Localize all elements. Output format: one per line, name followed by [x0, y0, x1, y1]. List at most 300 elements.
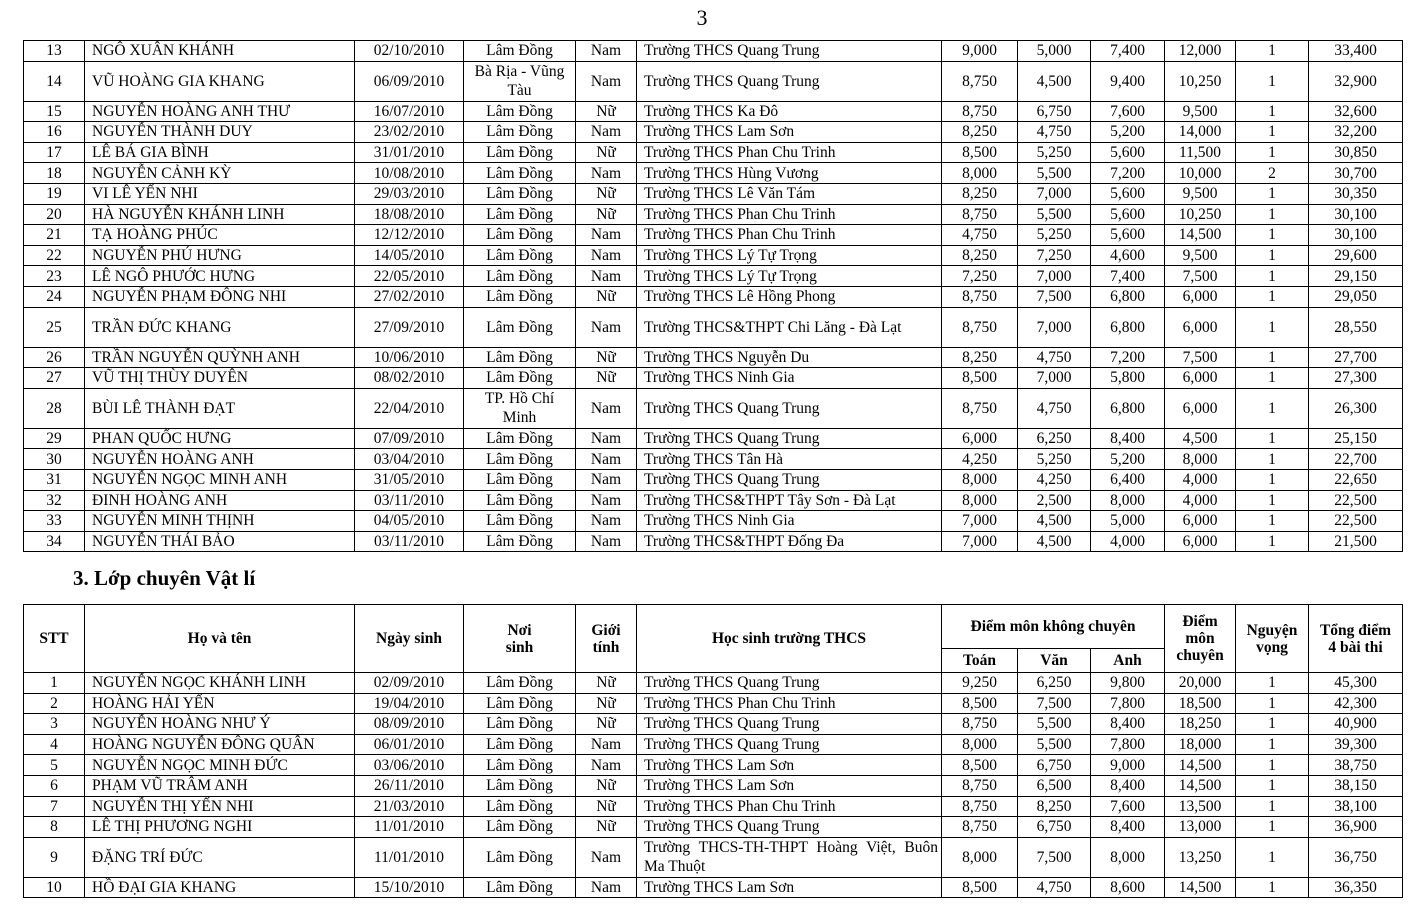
cell-van: 4,500: [1018, 61, 1091, 101]
cell-gender: Nam: [576, 388, 637, 428]
cell-birthplace: Lâm Đồng: [464, 469, 576, 490]
cell-name: NGUYỄN PHẠM ĐÔNG NHI: [85, 286, 355, 307]
cell-van: 6,500: [1018, 775, 1091, 796]
cell-dob: 27/09/2010: [355, 307, 464, 347]
cell-stt: 3: [24, 714, 85, 735]
cell-anh: 4,000: [1091, 531, 1165, 552]
cell-dob: 29/03/2010: [355, 183, 464, 204]
cell-birthplace: Lâm Đồng: [464, 775, 576, 796]
header-total: Tổng điểm 4 bài thi: [1309, 605, 1403, 673]
cell-van: 8,250: [1018, 796, 1091, 817]
cell-van: 6,750: [1018, 817, 1091, 838]
cell-toan: 8,750: [942, 714, 1018, 735]
cell-toan: 8,750: [942, 796, 1018, 817]
cell-gender: Nữ: [576, 714, 637, 735]
cell-school: Trường THCS Tân Hà: [637, 449, 942, 470]
cell-stt: 22: [24, 245, 85, 266]
cell-total: 22,700: [1309, 449, 1403, 470]
cell-dob: 21/03/2010: [355, 796, 464, 817]
cell-total: 38,100: [1309, 796, 1403, 817]
cell-school: Trường THCS Lam Sơn: [637, 755, 942, 776]
cell-specialized: 9,500: [1165, 245, 1236, 266]
cell-stt: 2: [24, 693, 85, 714]
cell-preference: 1: [1236, 796, 1309, 817]
cell-gender: Nữ: [576, 142, 637, 163]
cell-birthplace: Lâm Đồng: [464, 428, 576, 449]
cell-gender: Nữ: [576, 693, 637, 714]
cell-school: Trường THCS Quang Trung: [637, 469, 942, 490]
cell-total: 29,600: [1309, 245, 1403, 266]
header-anh: Anh: [1091, 649, 1165, 673]
cell-anh: 5,600: [1091, 142, 1165, 163]
cell-anh: 5,000: [1091, 511, 1165, 532]
cell-preference: 1: [1236, 693, 1309, 714]
cell-van: 4,250: [1018, 469, 1091, 490]
cell-toan: 6,000: [942, 428, 1018, 449]
cell-stt: 30: [24, 449, 85, 470]
cell-preference: 1: [1236, 490, 1309, 511]
cell-name: NGUYỄN THỊ YẾN NHI: [85, 796, 355, 817]
cell-school: Trường THCS Ka Đô: [637, 101, 942, 122]
table-row: [24, 775, 1403, 796]
table-row: [24, 101, 1403, 122]
cell-name: VŨ THỊ THÙY DUYÊN: [85, 368, 355, 389]
cell-birthplace: Lâm Đồng: [464, 204, 576, 225]
cell-stt: 4: [24, 734, 85, 755]
cell-preference: 2: [1236, 163, 1309, 184]
cell-total: 38,150: [1309, 775, 1403, 796]
cell-specialized: 14,000: [1165, 122, 1236, 143]
cell-specialized: 4,000: [1165, 490, 1236, 511]
cell-van: 5,500: [1018, 163, 1091, 184]
cell-specialized: 14,500: [1165, 775, 1236, 796]
cell-total: 32,200: [1309, 122, 1403, 143]
cell-preference: 1: [1236, 41, 1309, 62]
cell-total: 30,350: [1309, 183, 1403, 204]
cell-name: NGUYỄN THÁI BẢO: [85, 531, 355, 552]
cell-gender: Nữ: [576, 286, 637, 307]
cell-specialized: 20,000: [1165, 673, 1236, 694]
cell-total: 29,050: [1309, 286, 1403, 307]
cell-school: Trường THCS Quang Trung: [637, 428, 942, 449]
table-row: [24, 449, 1403, 470]
table-row: [24, 225, 1403, 246]
cell-dob: 22/05/2010: [355, 266, 464, 287]
cell-gender: Nam: [576, 225, 637, 246]
cell-gender: Nam: [576, 41, 637, 62]
cell-dob: 08/09/2010: [355, 714, 464, 735]
cell-birthplace: Lâm Đồng: [464, 714, 576, 735]
table-row: [24, 245, 1403, 266]
cell-stt: 1: [24, 673, 85, 694]
results-table-continued: [23, 40, 1403, 552]
cell-name: NGUYỄN HOÀNG ANH THƯ: [85, 101, 355, 122]
cell-school: Trường THCS Quang Trung: [637, 61, 942, 101]
cell-van: 7,250: [1018, 245, 1091, 266]
table-row: [24, 307, 1403, 347]
cell-van: 4,750: [1018, 347, 1091, 368]
cell-anh: 7,600: [1091, 796, 1165, 817]
cell-van: 4,500: [1018, 511, 1091, 532]
cell-birthplace: Lâm Đồng: [464, 245, 576, 266]
cell-gender: Nam: [576, 877, 637, 898]
cell-gender: Nam: [576, 61, 637, 101]
cell-van: 4,750: [1018, 122, 1091, 143]
cell-anh: 6,800: [1091, 286, 1165, 307]
table-row: [24, 347, 1403, 368]
cell-name: TRẦN NGUYỄN QUỲNH ANH: [85, 347, 355, 368]
cell-total: 22,500: [1309, 511, 1403, 532]
cell-stt: 23: [24, 266, 85, 287]
cell-name: NGUYỄN PHÚ HƯNG: [85, 245, 355, 266]
cell-stt: 34: [24, 531, 85, 552]
cell-birthplace: Lâm Đồng: [464, 347, 576, 368]
cell-school: Trường THCS Ninh Gia: [637, 511, 942, 532]
cell-gender: Nam: [576, 837, 637, 877]
cell-birthplace: Lâm Đồng: [464, 877, 576, 898]
cell-total: 21,500: [1309, 531, 1403, 552]
cell-van: 5,500: [1018, 734, 1091, 755]
cell-anh: 6,400: [1091, 469, 1165, 490]
cell-name: NGUYỄN CẢNH KỲ: [85, 163, 355, 184]
cell-specialized: 14,500: [1165, 877, 1236, 898]
cell-toan: 8,750: [942, 286, 1018, 307]
cell-birthplace: Lâm Đồng: [464, 511, 576, 532]
cell-school: Trường THCS Lê Hồng Phong: [637, 286, 942, 307]
cell-toan: 8,250: [942, 347, 1018, 368]
cell-birthplace: Lâm Đồng: [464, 41, 576, 62]
cell-preference: 1: [1236, 755, 1309, 776]
cell-preference: 1: [1236, 877, 1309, 898]
table-row: [24, 61, 1403, 101]
cell-name: VI LÊ YẾN NHI: [85, 183, 355, 204]
cell-van: 4,500: [1018, 531, 1091, 552]
cell-specialized: 6,000: [1165, 286, 1236, 307]
cell-specialized: 4,500: [1165, 428, 1236, 449]
cell-toan: 8,750: [942, 204, 1018, 225]
cell-anh: 5,800: [1091, 368, 1165, 389]
cell-preference: 1: [1236, 469, 1309, 490]
cell-birthplace: Lâm Đồng: [464, 122, 576, 143]
cell-anh: 7,800: [1091, 734, 1165, 755]
cell-gender: Nữ: [576, 368, 637, 389]
cell-total: 33,400: [1309, 41, 1403, 62]
cell-school: Trường THCS Phan Chu Trinh: [637, 693, 942, 714]
cell-total: 22,500: [1309, 490, 1403, 511]
cell-dob: 07/09/2010: [355, 428, 464, 449]
cell-birthplace: Lâm Đồng: [464, 796, 576, 817]
cell-toan: 8,000: [942, 734, 1018, 755]
cell-van: 5,000: [1018, 41, 1091, 62]
cell-gender: Nữ: [576, 204, 637, 225]
table-row: [24, 388, 1403, 428]
cell-preference: 1: [1236, 225, 1309, 246]
cell-school: Trường THCS&THPT Đống Đa: [637, 531, 942, 552]
cell-preference: 1: [1236, 449, 1309, 470]
cell-school: Trường THCS Phan Chu Trinh: [637, 142, 942, 163]
cell-name: ĐINH HOÀNG ANH: [85, 490, 355, 511]
cell-birthplace: Lâm Đồng: [464, 817, 576, 838]
cell-van: 7,000: [1018, 183, 1091, 204]
cell-birthplace: Lâm Đồng: [464, 755, 576, 776]
cell-preference: 1: [1236, 122, 1309, 143]
cell-gender: Nam: [576, 734, 637, 755]
cell-stt: 14: [24, 61, 85, 101]
cell-gender: Nữ: [576, 101, 637, 122]
cell-preference: 1: [1236, 347, 1309, 368]
header-non-specialized: Điểm môn không chuyên: [942, 605, 1165, 649]
cell-anh: 8,600: [1091, 877, 1165, 898]
cell-total: 28,550: [1309, 307, 1403, 347]
cell-toan: 8,000: [942, 490, 1018, 511]
cell-gender: Nam: [576, 490, 637, 511]
cell-birthplace: Lâm Đồng: [464, 142, 576, 163]
cell-gender: Nữ: [576, 183, 637, 204]
header-dob: Ngày sinh: [355, 605, 464, 673]
cell-preference: 1: [1236, 101, 1309, 122]
cell-preference: 1: [1236, 307, 1309, 347]
cell-name: LÊ BÁ GIA BÌNH: [85, 142, 355, 163]
cell-stt: 29: [24, 428, 85, 449]
cell-school: Trường THCS&THPT Tây Sơn - Đà Lạt: [637, 490, 942, 511]
cell-total: 38,750: [1309, 755, 1403, 776]
cell-total: 30,100: [1309, 204, 1403, 225]
cell-school: Trường THCS Quang Trung: [637, 714, 942, 735]
cell-toan: 8,500: [942, 142, 1018, 163]
cell-preference: 1: [1236, 286, 1309, 307]
cell-van: 4,750: [1018, 877, 1091, 898]
cell-name: TRẦN ĐỨC KHANG: [85, 307, 355, 347]
physics-table-body: [24, 673, 1403, 898]
cell-preference: 1: [1236, 511, 1309, 532]
table-row: [24, 714, 1403, 735]
cell-anh: 8,000: [1091, 837, 1165, 877]
cell-specialized: 9,500: [1165, 101, 1236, 122]
cell-name: TẠ HOÀNG PHÚC: [85, 225, 355, 246]
cell-anh: 7,400: [1091, 41, 1165, 62]
cell-specialized: 9,500: [1165, 183, 1236, 204]
cell-name: NGUYỄN HOÀNG ANH: [85, 449, 355, 470]
cell-birthplace: Bà Rịa - Vũng Tàu: [464, 61, 576, 101]
cell-toan: 8,750: [942, 307, 1018, 347]
cell-preference: 1: [1236, 673, 1309, 694]
cell-specialized: 18,250: [1165, 714, 1236, 735]
cell-van: 6,250: [1018, 428, 1091, 449]
table-row: [24, 755, 1403, 776]
cell-total: 27,300: [1309, 368, 1403, 389]
cell-school: Trường THCS Ninh Gia: [637, 368, 942, 389]
cell-stt: 33: [24, 511, 85, 532]
cell-anh: 5,600: [1091, 225, 1165, 246]
cell-school: Trường THCS Nguyễn Du: [637, 347, 942, 368]
cell-school: Trường THCS Lý Tự Trọng: [637, 245, 942, 266]
cell-name: NGÔ XUÂN KHÁNH: [85, 41, 355, 62]
cell-birthplace: Lâm Đồng: [464, 673, 576, 694]
cell-specialized: 14,500: [1165, 225, 1236, 246]
cell-stt: 32: [24, 490, 85, 511]
cell-toan: 8,000: [942, 469, 1018, 490]
cell-preference: 1: [1236, 266, 1309, 287]
cell-toan: 8,250: [942, 245, 1018, 266]
cell-preference: 1: [1236, 775, 1309, 796]
cell-stt: 19: [24, 183, 85, 204]
cell-toan: 8,750: [942, 775, 1018, 796]
cell-anh: 9,800: [1091, 673, 1165, 694]
cell-preference: 1: [1236, 531, 1309, 552]
cell-toan: 8,750: [942, 61, 1018, 101]
cell-specialized: 13,500: [1165, 796, 1236, 817]
cell-dob: 03/11/2010: [355, 490, 464, 511]
cell-birthplace: Lâm Đồng: [464, 693, 576, 714]
cell-anh: 6,800: [1091, 307, 1165, 347]
cell-toan: 4,250: [942, 449, 1018, 470]
cell-preference: 1: [1236, 388, 1309, 428]
cell-anh: 7,600: [1091, 101, 1165, 122]
cell-gender: Nam: [576, 163, 637, 184]
cell-total: 36,350: [1309, 877, 1403, 898]
cell-birthplace: Lâm Đồng: [464, 286, 576, 307]
cell-total: 36,900: [1309, 817, 1403, 838]
cell-dob: 27/02/2010: [355, 286, 464, 307]
cell-anh: 7,800: [1091, 693, 1165, 714]
cell-birthplace: Lâm Đồng: [464, 266, 576, 287]
cell-specialized: 18,500: [1165, 693, 1236, 714]
cell-name: BÙI LÊ THÀNH ĐẠT: [85, 388, 355, 428]
cell-van: 7,500: [1018, 837, 1091, 877]
cell-anh: 8,400: [1091, 428, 1165, 449]
cell-stt: 6: [24, 775, 85, 796]
table-row: [24, 41, 1403, 62]
cell-toan: 8,250: [942, 122, 1018, 143]
header-name: Họ và tên: [85, 605, 355, 673]
header-van: Văn: [1018, 649, 1091, 673]
cell-name: NGUYỄN THÀNH DUY: [85, 122, 355, 143]
cell-specialized: 10,250: [1165, 61, 1236, 101]
cell-birthplace: Lâm Đồng: [464, 734, 576, 755]
cell-preference: 1: [1236, 61, 1309, 101]
cell-anh: 8,400: [1091, 714, 1165, 735]
cell-school: Trường THCS Lam Sơn: [637, 775, 942, 796]
cell-stt: 27: [24, 368, 85, 389]
cell-school: Trường THCS Quang Trung: [637, 673, 942, 694]
cell-toan: 8,000: [942, 837, 1018, 877]
table-row: [24, 673, 1403, 694]
table-row: [24, 796, 1403, 817]
table-row: [24, 183, 1403, 204]
cell-name: PHẠM VŨ TRÂM ANH: [85, 775, 355, 796]
cell-dob: 06/01/2010: [355, 734, 464, 755]
cell-name: PHAN QUỐC HƯNG: [85, 428, 355, 449]
cell-stt: 20: [24, 204, 85, 225]
table-header: [24, 605, 1403, 673]
cell-van: 7,000: [1018, 307, 1091, 347]
table-row: [24, 204, 1403, 225]
cell-total: 29,150: [1309, 266, 1403, 287]
cell-birthplace: Lâm Đồng: [464, 101, 576, 122]
header-specialized: Điểm môn chuyên: [1165, 605, 1236, 673]
cell-anh: 5,200: [1091, 122, 1165, 143]
cell-total: 39,300: [1309, 734, 1403, 755]
cell-gender: Nam: [576, 755, 637, 776]
cell-school: Trường THCS Hùng Vương: [637, 163, 942, 184]
cell-anh: 6,800: [1091, 388, 1165, 428]
cell-anh: 7,200: [1091, 163, 1165, 184]
cell-stt: 8: [24, 817, 85, 838]
cell-name: NGUYỄN HOÀNG NHƯ Ý: [85, 714, 355, 735]
cell-specialized: 7,500: [1165, 266, 1236, 287]
cell-specialized: 18,000: [1165, 734, 1236, 755]
cell-birthplace: Lâm Đồng: [464, 307, 576, 347]
cell-total: 36,750: [1309, 837, 1403, 877]
cell-gender: Nam: [576, 511, 637, 532]
cell-total: 30,850: [1309, 142, 1403, 163]
cell-van: 6,750: [1018, 755, 1091, 776]
cell-total: 45,300: [1309, 673, 1403, 694]
cell-name: NGUYỄN MINH THỊNH: [85, 511, 355, 532]
cell-specialized: 13,250: [1165, 837, 1236, 877]
cell-gender: Nữ: [576, 775, 637, 796]
cell-anh: 5,600: [1091, 204, 1165, 225]
cell-anh: 8,400: [1091, 775, 1165, 796]
cell-preference: 1: [1236, 837, 1309, 877]
cell-birthplace: Lâm Đồng: [464, 531, 576, 552]
table-row: [24, 428, 1403, 449]
cell-van: 5,500: [1018, 204, 1091, 225]
cell-stt: 18: [24, 163, 85, 184]
cell-total: 42,300: [1309, 693, 1403, 714]
cell-dob: 03/04/2010: [355, 449, 464, 470]
cell-stt: 10: [24, 877, 85, 898]
cell-preference: 1: [1236, 734, 1309, 755]
cell-school: Trường THCS Lam Sơn: [637, 877, 942, 898]
cell-van: 5,250: [1018, 449, 1091, 470]
page-number: 3: [696, 5, 708, 30]
cell-dob: 03/11/2010: [355, 531, 464, 552]
cell-stt: 25: [24, 307, 85, 347]
cell-school: Trường THCS Phan Chu Trinh: [637, 204, 942, 225]
cell-van: 7,000: [1018, 266, 1091, 287]
cell-van: 2,500: [1018, 490, 1091, 511]
cell-stt: 28: [24, 388, 85, 428]
cell-dob: 10/08/2010: [355, 163, 464, 184]
cell-specialized: 10,250: [1165, 204, 1236, 225]
cell-dob: 18/08/2010: [355, 204, 464, 225]
cell-specialized: 10,000: [1165, 163, 1236, 184]
cell-school: Trường THCS Quang Trung: [637, 41, 942, 62]
cell-dob: 23/02/2010: [355, 122, 464, 143]
cell-birthplace: Lâm Đồng: [464, 183, 576, 204]
header-toan: Toán: [942, 649, 1018, 673]
cell-gender: Nữ: [576, 817, 637, 838]
cell-toan: 7,000: [942, 511, 1018, 532]
cell-specialized: 6,000: [1165, 511, 1236, 532]
cell-name: NGUYỄN NGỌC MINH ĐỨC: [85, 755, 355, 776]
cell-name: HÀ NGUYỄN KHÁNH LINH: [85, 204, 355, 225]
cell-van: 7,000: [1018, 368, 1091, 389]
cell-stt: 21: [24, 225, 85, 246]
cell-anh: 8,000: [1091, 490, 1165, 511]
cell-school: Trường THCS Quang Trung: [637, 817, 942, 838]
cell-stt: 31: [24, 469, 85, 490]
cell-anh: 4,600: [1091, 245, 1165, 266]
physics-class-table: [23, 604, 1403, 898]
table-row: [24, 817, 1403, 838]
cell-birthplace: Lâm Đồng: [464, 163, 576, 184]
cell-anh: 8,400: [1091, 817, 1165, 838]
cell-toan: 8,750: [942, 817, 1018, 838]
cell-dob: 14/05/2010: [355, 245, 464, 266]
cell-dob: 19/04/2010: [355, 693, 464, 714]
